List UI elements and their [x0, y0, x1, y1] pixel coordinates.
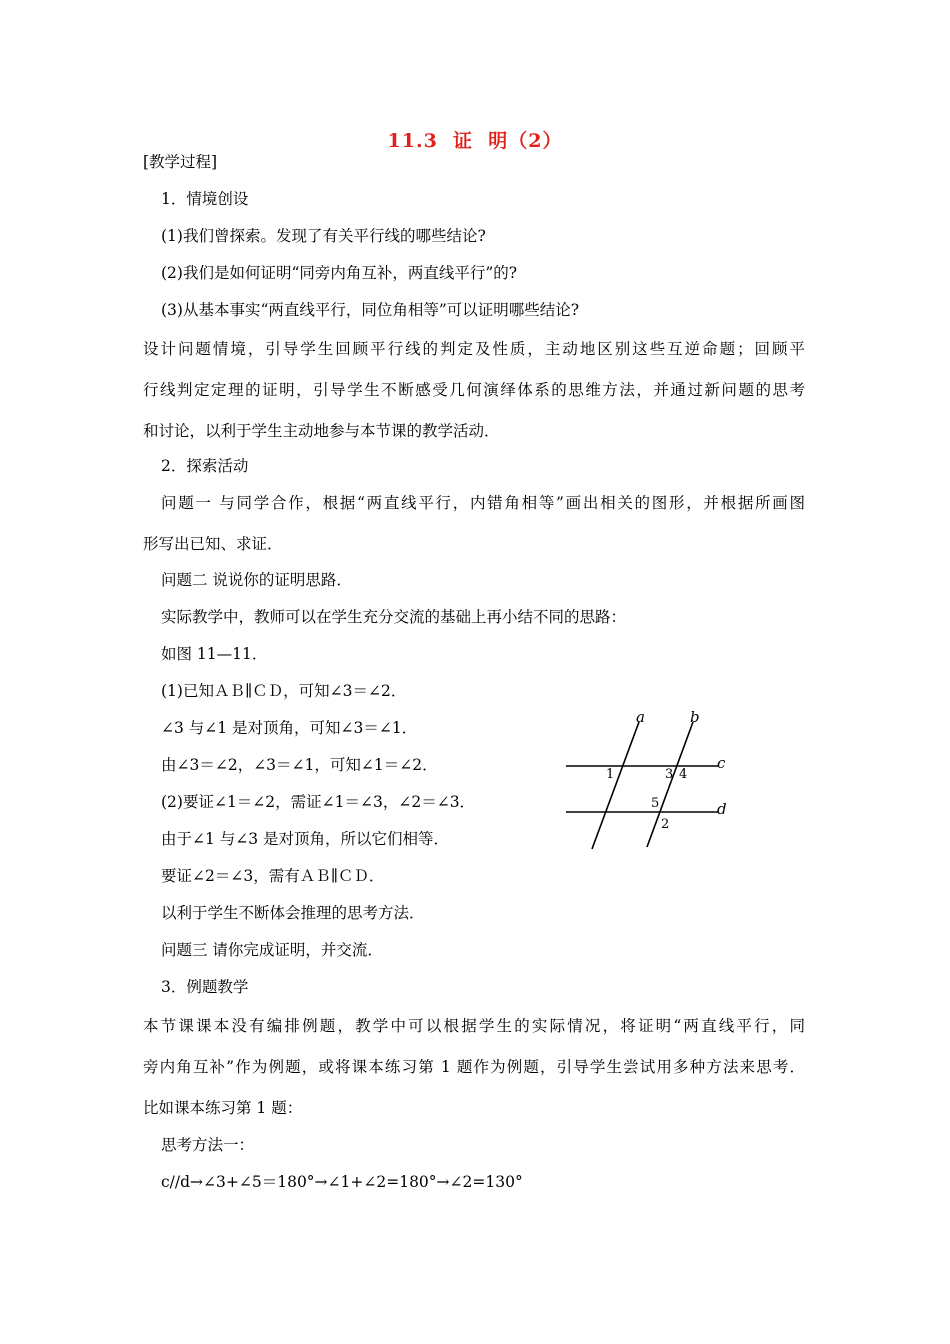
reasoning-line-7: 以利于学生不断体会推理的思考方法． [161, 904, 425, 922]
teaching-note: 实际教学中，教师可以在学生充分交流的基础上再小结不同的思路： [161, 608, 627, 626]
reasoning-line-2: ∠3 与∠1 是对顶角，可知∠3＝∠1． [161, 719, 418, 737]
method-1-formula: c//d→∠3+∠5＝180°→∠1+∠2=180°→∠2=130° [161, 1173, 523, 1191]
problem-2: 问题二 说说你的证明思路． [161, 571, 352, 589]
problem-3: 问题三 请你完成证明，并交流． [161, 941, 383, 959]
angle-label-2: 2 [661, 817, 670, 832]
label-b: b [690, 708, 700, 726]
problem-1-line-2: 形写出已知、求证． [143, 535, 283, 553]
reasoning-line-4: (2)要证∠1＝∠2，需证∠1＝∠3，∠2＝∠3． [161, 793, 476, 811]
angle-label-1: 1 [606, 767, 615, 782]
section-2-heading: 2．探索活动 [161, 457, 249, 475]
angle-label-3: 3 [665, 767, 674, 782]
problem-1-line-1: 问题一 与同学合作，根据“两直线平行，内错角相等”画出相关的图形，并根据所画图 [161, 494, 805, 512]
section-1-heading: 1．情境创设 [161, 190, 249, 208]
reasoning-line-3: 由∠3＝∠2，∠3＝∠1，可知∠1＝∠2． [161, 756, 438, 774]
parallel-lines-figure [560, 706, 740, 854]
question-2: (2)我们是如何证明“同旁内角互补，两直线平行”的? [161, 264, 518, 282]
reasoning-line-6: 要证∠2＝∠3，需有ＡＢ∥ＣＤ． [161, 867, 385, 885]
example-paragraph-line-1: 本节课课本没有编排例题，教学中可以根据学生的实际情况，将证明“两直线平行，同 [143, 1017, 805, 1035]
method-1-label: 思考方法一： [161, 1136, 255, 1154]
section-label: [教学过程] [143, 153, 218, 171]
section-3-heading: 3．例题教学 [161, 978, 249, 996]
label-c: c [717, 754, 726, 772]
line-b [647, 722, 693, 847]
angle-label-4: 4 [679, 767, 688, 782]
design-paragraph-line-3: 和讨论，以利于学生主动地参与本节课的教学活动． [143, 422, 500, 440]
page-title: 11.3 证 明（2） [387, 130, 563, 152]
label-d: d [717, 800, 727, 818]
reasoning-line-5: 由于∠1 与∠3 是对顶角，所以它们相等． [161, 830, 450, 848]
design-paragraph-line-2: 行线判定定理的证明，引导学生不断感受几何演绎体系的思维方法，并通过新问题的思考 [143, 381, 805, 399]
figure-reference: 如图 11—11． [161, 645, 268, 663]
example-paragraph-line-3: 比如课本练习第 1 题： [143, 1099, 303, 1117]
line-a [592, 722, 639, 849]
question-3: (3)从基本事实“两直线平行，同位角相等”可以证明哪些结论? [161, 301, 580, 319]
reasoning-line-1: (1)已知ＡＢ∥ＣＤ，可知∠3＝∠2． [161, 682, 407, 700]
question-1: (1)我们曾探索。发现了有关平行线的哪些结论? [161, 227, 486, 245]
design-paragraph-line-1: 设计问题情境，引导学生回顾平行线的判定及性质，主动地区别这些互逆命题；回顾平 [143, 340, 805, 358]
angle-label-5: 5 [651, 796, 660, 811]
label-a: a [636, 708, 645, 726]
example-paragraph-line-2: 旁内角互补”作为例题，或将课本练习第 1 题作为例题，引导学生尝试用多种方法来思考． [143, 1058, 805, 1076]
